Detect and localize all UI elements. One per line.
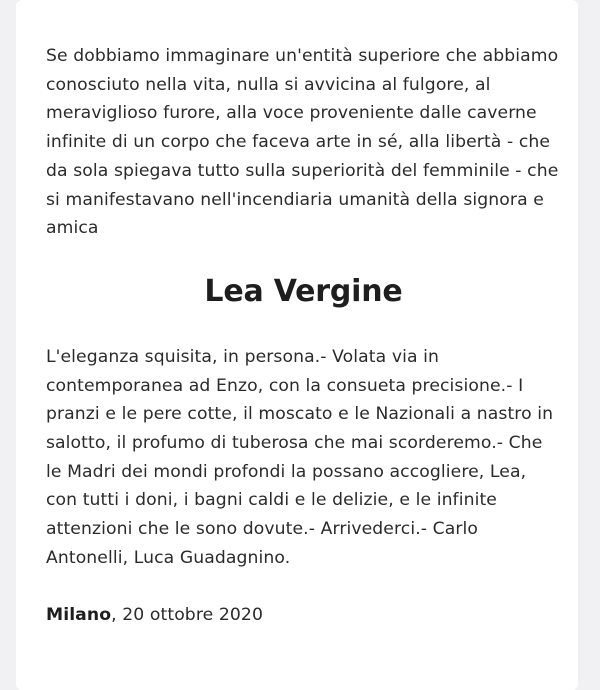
article-content: [46, 42, 561, 629]
place-date-line: [46, 601, 561, 630]
intro-paragraph: Se dobbiamo immaginare un'entità superiore che abbiamo conosciuto nella vita, nulla si avvicina al fulgore, al meraviglioso furore, alla voce proveniente dalle caverne infinite di un corpo che faceva arte in sé, alla libertà - che da sola spiegava tutto sulla superiorità del femminile - che si manifestavano nell'incendiaria umanità della signora e amica: [46, 46, 559, 239]
body-paragraph: L'eleganza squisita, in persona.- Volata via in contemporanea ad Enzo, con la consueta precisione.- I pranzi e le pere cotte, il moscato e le Nazionali a nastro in salotto, il profumo di tuberosa che mai scorderemo.- Che le Madri dei mondi profondi la possano accogliere, Lea, con tutti i doni, i bagni caldi e le delizie, e le infinite attenzioni che le sono dovute.- Arrivederci.- Carlo Antonelli, Luca Guadagnino.: [46, 346, 554, 568]
date-text: , 20 ottobre 2020: [111, 604, 263, 625]
article-card: [16, 0, 578, 690]
place-label: Milano: [46, 604, 112, 625]
article-title: Lea Vergine: [204, 273, 403, 309]
